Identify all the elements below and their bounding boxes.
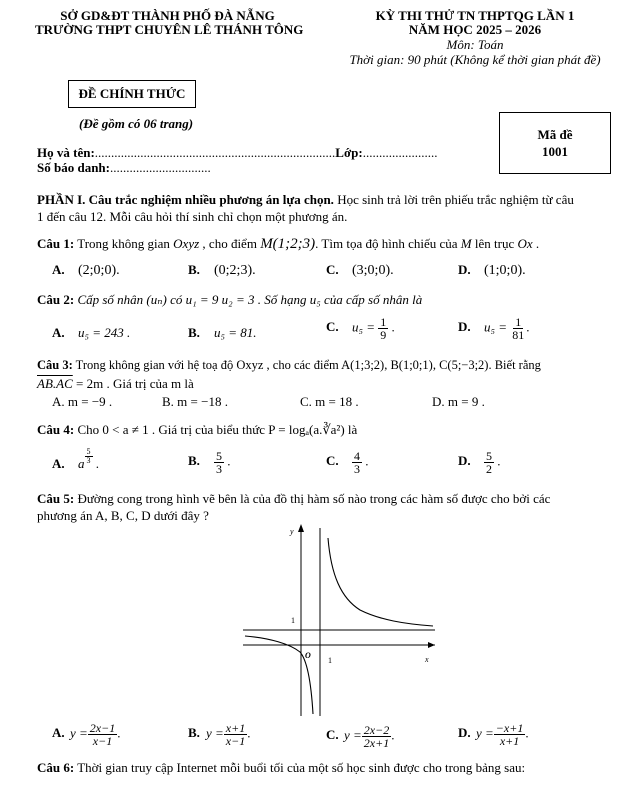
q3-option-b[interactable]: B. m = −18 . <box>162 394 228 409</box>
q2-option-c[interactable]: C. u₅ = $\frac{1}{9}$ . <box>326 315 395 342</box>
q4-option-b[interactable]: B. $\frac{5}{3}$ . <box>188 449 231 476</box>
option-letter: B. <box>188 262 200 277</box>
frac-num: 5 <box>486 449 492 463</box>
q1-option-a[interactable] <box>52 262 120 279</box>
time-allowed: Thời gian: 90 phút (Không kể thời gian phát đề) <box>349 52 601 67</box>
q3-text: Trong không gian với hệ toạ độ Oxyz , cho các điểm A(1;3;2), B(1;0;1), C(5;−3;2). Biết rằng <box>72 358 541 372</box>
option-letter: C. <box>326 453 339 469</box>
q1-option-b[interactable] <box>188 262 256 279</box>
frac-den: 3 <box>216 462 222 476</box>
option-text: u₅ = <box>352 319 376 335</box>
part1-title: PHẦN I. Câu trắc nghiệm nhiều phương án lựa chọn. <box>37 192 334 207</box>
option-letter: D. <box>458 319 471 335</box>
x-label: x <box>425 655 429 664</box>
q6-text: Thời gian truy cập Internet mỗi buổi tối của một số học sinh được cho trong bảng sau: <box>74 760 526 775</box>
q1-text: . Tìm tọa độ hình chiếu của <box>315 236 461 251</box>
option-text: a <box>78 456 85 471</box>
q2-text: Cấp số nhân (uₙ) có u₁ = 9 u₂ = 3 . Số hạng u₅ của cấp số nhân là <box>74 292 423 307</box>
y-label: y <box>290 527 294 536</box>
q5-label: Câu 5: <box>37 491 75 506</box>
exp-den: 3 <box>86 456 91 465</box>
frac-num: 2x−1 <box>89 721 116 735</box>
q1-text: M <box>460 236 472 251</box>
frac-num: 1 <box>380 315 387 329</box>
option-letter: D. <box>458 725 471 741</box>
option-letter: A. <box>52 262 65 277</box>
frac-den: 3 <box>354 462 360 476</box>
q4-label: Câu 4: <box>37 422 75 437</box>
frac-den: 9 <box>380 328 387 342</box>
option-letter: B. <box>188 453 200 469</box>
exp-num: 5 <box>86 447 91 456</box>
subject: Môn: Toán <box>446 37 504 52</box>
option-letter: D. <box>458 262 471 277</box>
option-text: y = <box>206 725 224 741</box>
frac-den: x−1 <box>92 734 113 748</box>
option-text: y = <box>344 727 362 743</box>
q6-stem <box>37 760 525 776</box>
q1-text: Trong không gian <box>74 236 174 251</box>
q1-option-c[interactable] <box>326 262 394 279</box>
curve-left-branch <box>245 636 313 714</box>
option-text: y = <box>70 725 88 741</box>
q5-option-a[interactable]: A. y = $\frac{2x-1}{x-1}$ . <box>52 721 121 748</box>
dept-name: SỞ GD&ĐT THÀNH PHỐ ĐÀ NẴNG <box>60 8 275 23</box>
frac-den: 2 <box>486 462 492 476</box>
option-text: (0;2;3). <box>214 263 256 278</box>
exam-code-label: Mã đề <box>537 127 573 142</box>
q5-text-line2: phương án A, B, C, D dưới đây ? <box>37 508 209 523</box>
frac-den: x−1 <box>225 734 246 748</box>
option-letter: A. <box>52 325 65 340</box>
x-axis-arrow <box>428 642 435 648</box>
y-axis-arrow <box>298 524 304 532</box>
school-year: NĂM HỌC 2025 – 2026 <box>408 22 542 37</box>
q3-option-a[interactable]: A. m = −9 . <box>52 394 113 409</box>
part1-text: Học sinh trả lời trên phiếu trắc nghiệm từ câu <box>333 192 574 207</box>
q5-option-b[interactable]: B. y = $\frac{x+1}{x-1}$ . <box>188 721 251 748</box>
q1-text: . <box>532 236 540 251</box>
one-x-label: 1 <box>328 656 332 665</box>
q1-text: , cho điểm <box>199 236 261 251</box>
q4-option-c[interactable]: C. $\frac{4}{3}$ . <box>326 449 369 476</box>
frac-num: 5 <box>216 449 222 463</box>
option-letter: C. <box>326 319 339 335</box>
option-text: (3;0;0). <box>352 263 394 278</box>
frac-den: x+1 <box>499 734 520 748</box>
class-dots: ....................... <box>362 145 438 160</box>
id-dots: ............................... <box>109 160 211 175</box>
option-text: (1;0;0). <box>484 263 526 278</box>
q4-text: Cho 0 < a ≠ 1 . Giá trị của biểu thức P = logₐ(a.∛a²) là <box>74 422 358 437</box>
option-letter: D. <box>458 453 471 469</box>
q4-option-d[interactable]: D. $\frac{5}{2}$ . <box>458 449 501 476</box>
part1-line2: 1 đến câu 12. Mỗi câu hỏi thí sinh chỉ chọn một phương án. <box>37 209 348 224</box>
q4-option-a[interactable]: A. a $\frac{5}{3}$ . <box>52 447 99 471</box>
exam-code-box <box>499 112 611 174</box>
q3-label: Câu 3: <box>37 358 73 372</box>
frac-den: 81 <box>512 328 525 342</box>
option-letter: C. <box>326 727 339 743</box>
option-text: u₅ = 81. <box>214 325 257 340</box>
option-letter: C. <box>326 262 339 277</box>
name-line <box>37 145 437 161</box>
id-label: Số báo danh: <box>37 160 110 175</box>
option-letter: B. <box>188 325 200 340</box>
exam-code-value: 1001 <box>542 144 568 159</box>
q5-graph <box>235 520 440 720</box>
one-y-label: 1 <box>291 616 295 625</box>
q3-stem <box>37 358 541 373</box>
q5-stem <box>37 490 612 524</box>
q6-label: Câu 6: <box>37 760 75 775</box>
q5-text: Đường cong trong hình vẽ bên là của đồ thị hàm số nào trong các hàm số được cho bởi các <box>74 491 551 506</box>
q1-text: Oxyz <box>173 236 200 251</box>
frac-den: 2x+1 <box>363 736 390 750</box>
option-letter: A. <box>52 456 65 471</box>
frac-num: −x+1 <box>495 721 524 735</box>
q2-option-d[interactable]: D. u₅ = $\frac{1}{81}$ . <box>458 315 530 342</box>
q2-label: Câu 2: <box>37 292 75 307</box>
q1-text: lên trục <box>471 236 518 251</box>
school-name: TRƯỜNG THPT CHUYÊN LÊ THÁNH TÔNG <box>35 22 304 37</box>
id-line <box>37 160 211 176</box>
q2-option-b[interactable] <box>188 325 257 341</box>
frac-num: 2x−2 <box>363 723 390 737</box>
q3-text2: = 2m . Giá trị của m là <box>72 376 194 391</box>
q1-text: Ox <box>517 236 533 251</box>
option-letter: B. <box>188 725 200 741</box>
q5-option-c[interactable]: C. y = $\frac{2x-2}{2x+1}$ . <box>326 723 395 750</box>
name-dots: .......................................................................... <box>94 145 336 160</box>
q3-option-d[interactable]: D. m = 9 . <box>432 394 485 409</box>
q1-stem <box>37 236 539 253</box>
name-label: Họ và tên: <box>37 145 95 160</box>
q2-option-a[interactable] <box>52 325 130 341</box>
q3-stem-line2 <box>37 376 194 392</box>
q1-label: Câu 1: <box>37 236 75 251</box>
part1-intro <box>37 191 607 225</box>
origin-label: O <box>305 651 311 660</box>
option-text: u₅ = 243 . <box>78 325 131 340</box>
q3-vectors: AB.AC <box>37 376 73 391</box>
q1-option-d[interactable] <box>458 262 526 279</box>
option-text: (2;0;0). <box>78 263 120 278</box>
class-label: Lớp: <box>335 145 363 160</box>
q1-point: M(1;2;3) <box>260 236 316 252</box>
q5-option-d[interactable]: D. y = $\frac{-x+1}{x+1}$ . <box>458 721 529 748</box>
q3-option-c[interactable]: C. m = 18 . <box>300 394 359 409</box>
frac-num: x+1 <box>225 721 246 735</box>
official-box <box>68 80 196 108</box>
frac-num: 4 <box>354 449 360 463</box>
curve-right-branch <box>328 538 433 626</box>
option-letter: A. <box>52 725 65 741</box>
option-text: y = <box>476 725 494 741</box>
option-text: u₅ = <box>484 319 508 335</box>
q4-stem <box>37 422 357 438</box>
pages-note: (Đề gồm có 06 trang) <box>79 116 194 131</box>
official-label: ĐỀ CHÍNH THỨC <box>78 86 186 101</box>
exam-title: KỲ THI THỬ TN THPTQG LẦN 1 <box>375 8 575 23</box>
frac-num: 1 <box>515 315 522 329</box>
q2-stem <box>37 292 422 308</box>
